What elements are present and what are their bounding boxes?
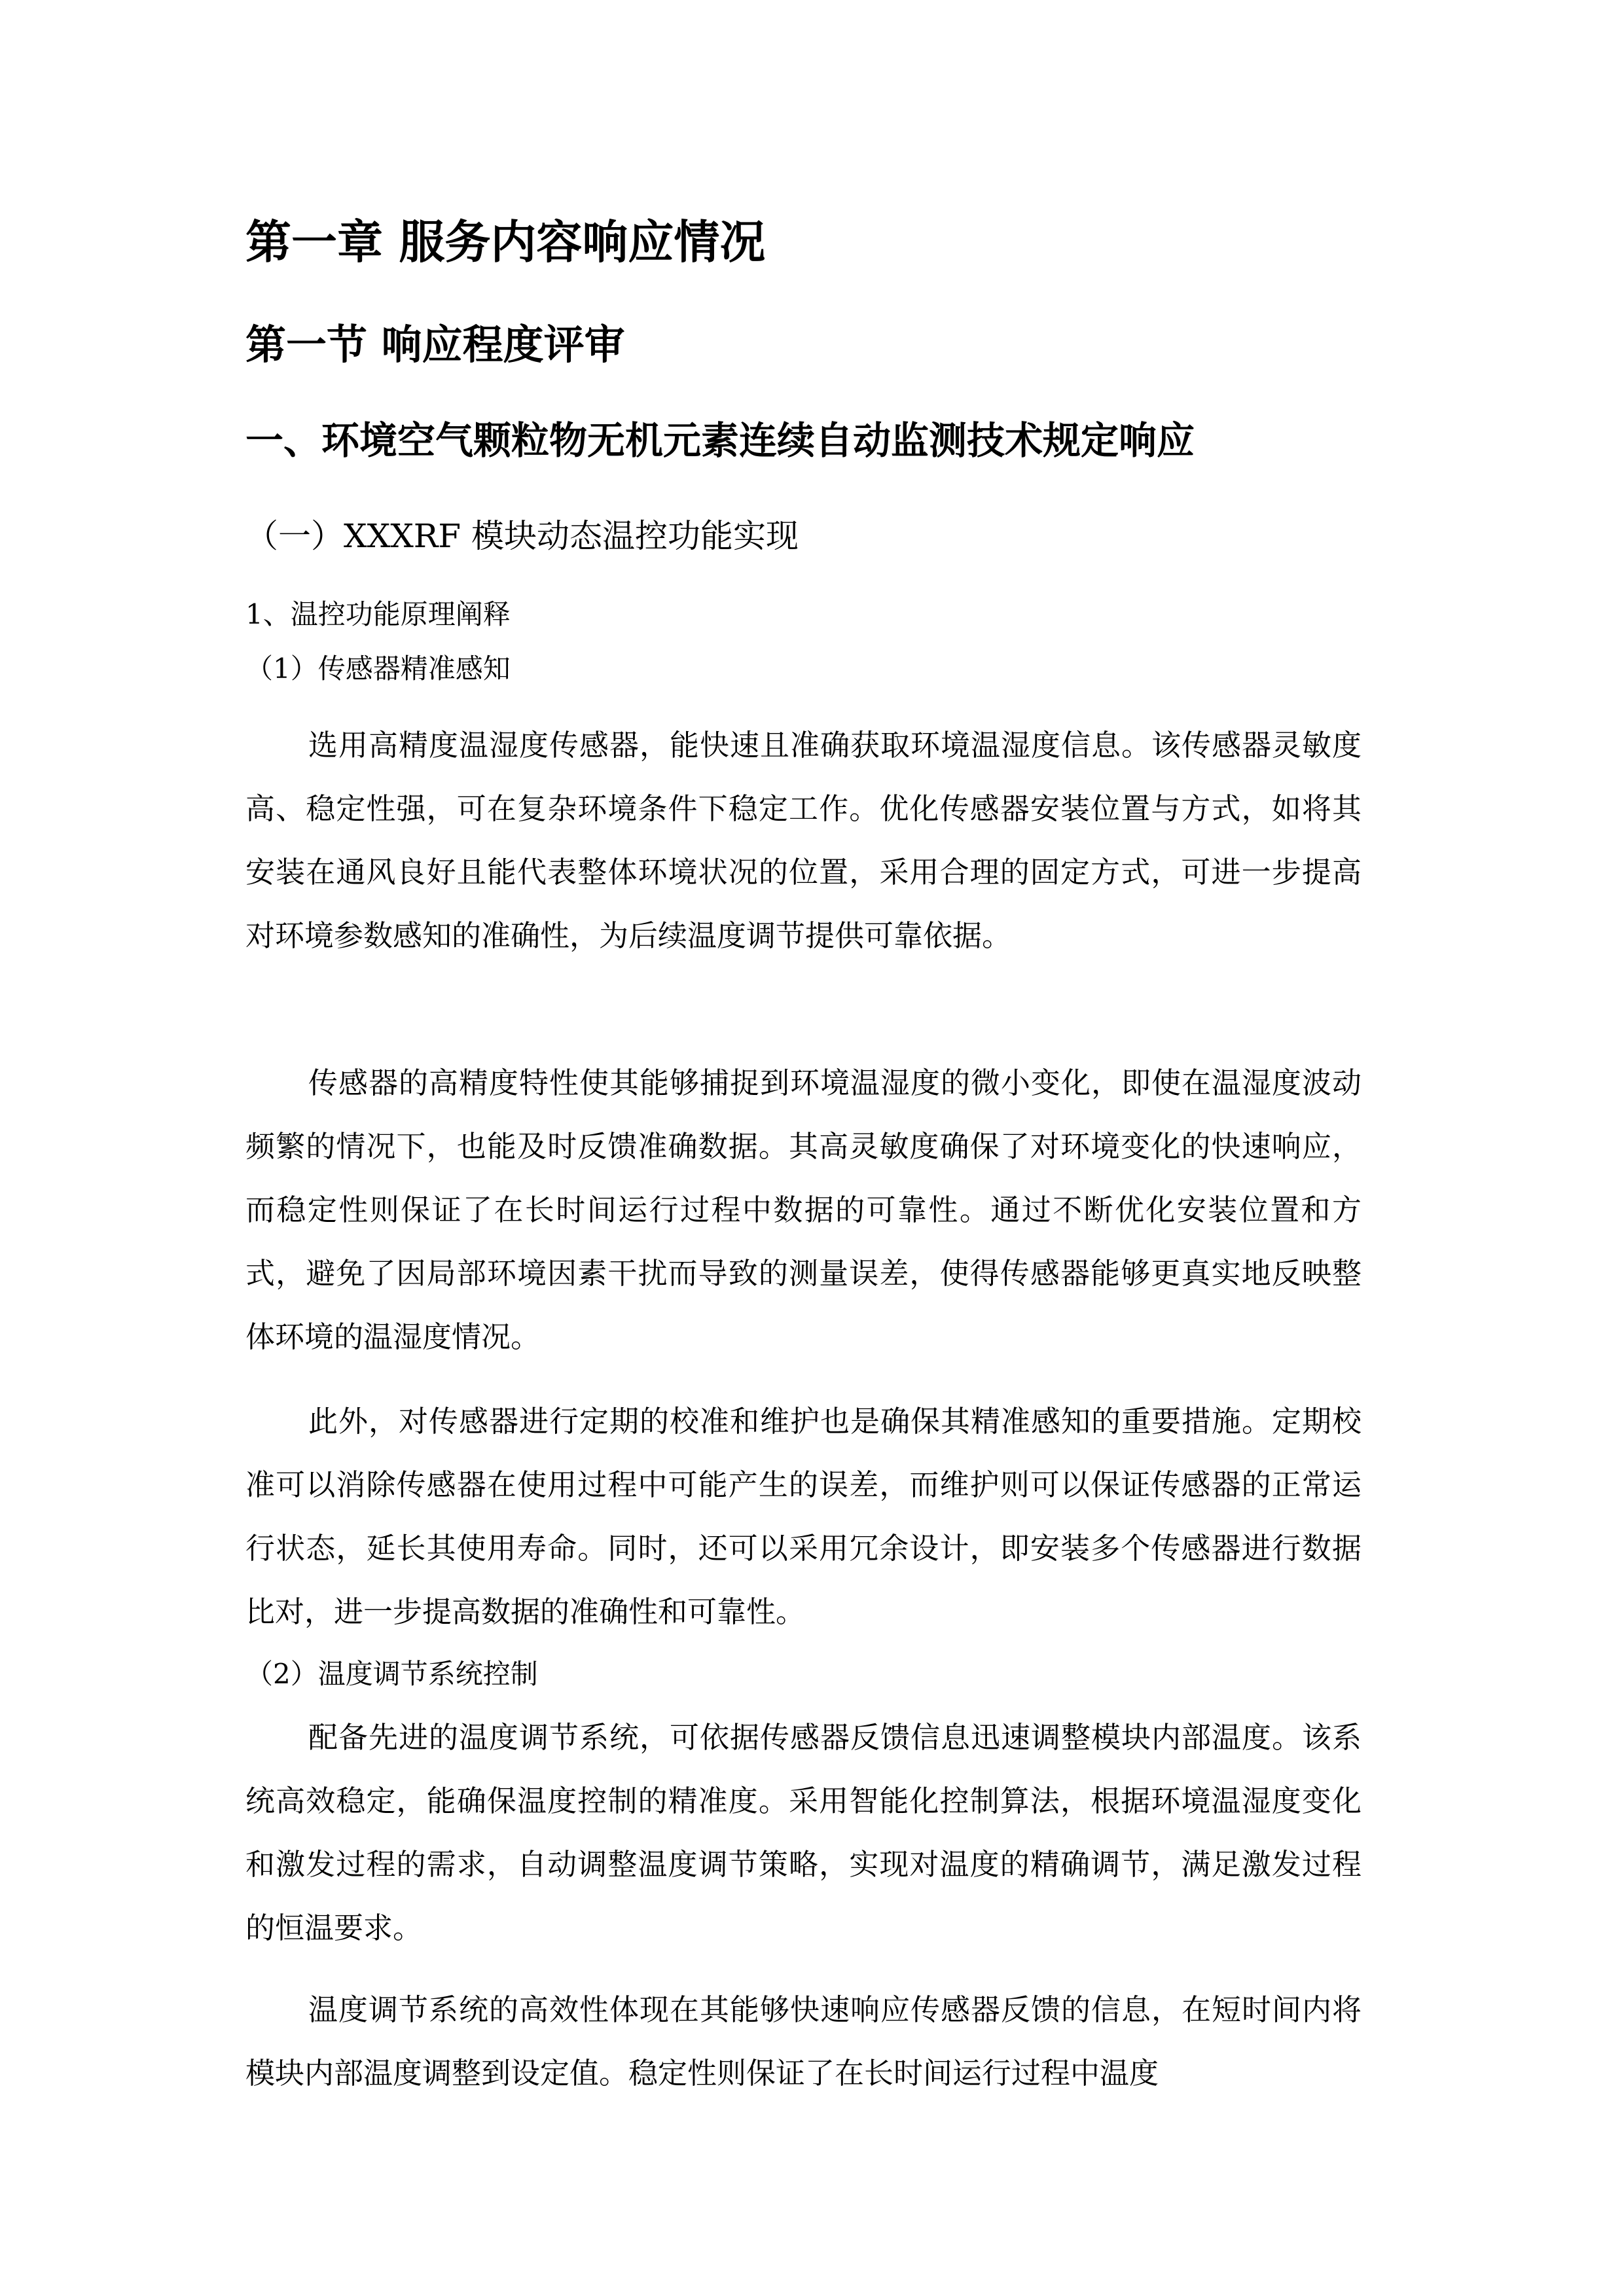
paragraph: 选用高精度温湿度传感器，能快速且准确获取环境温湿度信息。该传感器灵敏度高、稳定性强，可在复杂环境条件下稳定工作。优化传感器安装位置与方式，如将其安装在通风良好且能代表整体环境状况的位置，采用合理的固定方式，可进一步提高对环境参数感知的准确性，为后续温度调节提供可靠依据。 — [245, 728, 1362, 953]
point1-title: （1）传感器精准感知 — [245, 653, 511, 685]
sub-subsection-title: （一）XXXRF 模块动态温控功能实现 — [245, 517, 799, 555]
section-title: 第一节 响应程度评审 — [245, 321, 625, 368]
point2-title: （2）温度调节系统控制 — [245, 1658, 538, 1690]
paragraph: 传感器的高精度特性使其能够捕捉到环境温湿度的微小变化，即使在温湿度波动频繁的情况下，也能及时反馈准确数据。其高灵敏度确保了对环境变化的快速响应，而稳定性则保证了在长时间运行过程中数据的可靠性。通过不断优化安装位置和方式，避免了因局部环境因素干扰而导致的测量误差，使得传感器能够更真实地反映整体环境的温湿度情况。 — [245, 1066, 1362, 1354]
item-title: 1、温控功能原理阐释 — [245, 598, 511, 630]
chapter-title: 第一章 服务内容响应情况 — [245, 215, 766, 269]
paragraph: 温度调节系统的高效性体现在其能够快速响应传感器反馈的信息，在短时间内将模块内部温度调整到设定值。稳定性则保证了在长时间运行过程中温度 — [245, 1992, 1362, 2090]
paragraph: 此外，对传感器进行定期的校准和维护也是确保其精准感知的重要措施。定期校准可以消除传感器在使用过程中可能产生的误差，而维护则可以保证传感器的正常运行状态，延长其使用寿命。同时，还可以采用冗余设计，即安装多个传感器进行数据比对，进一步提高数据的准确性和可靠性。 — [245, 1404, 1362, 1629]
paragraph: 配备先进的温度调节系统，可依据传感器反馈信息迅速调整模块内部温度。该系统高效稳定，能确保温度控制的精准度。采用智能化控制算法，根据环境温湿度变化和激发过程的需求，自动调整温度调节策略，实现对温度的精确调节，满足激发过程的恒温要求。 — [245, 1720, 1362, 1945]
subsection-title: 一、环境空气颗粒物无机元素连续自动监测技术规定响应 — [245, 418, 1195, 463]
